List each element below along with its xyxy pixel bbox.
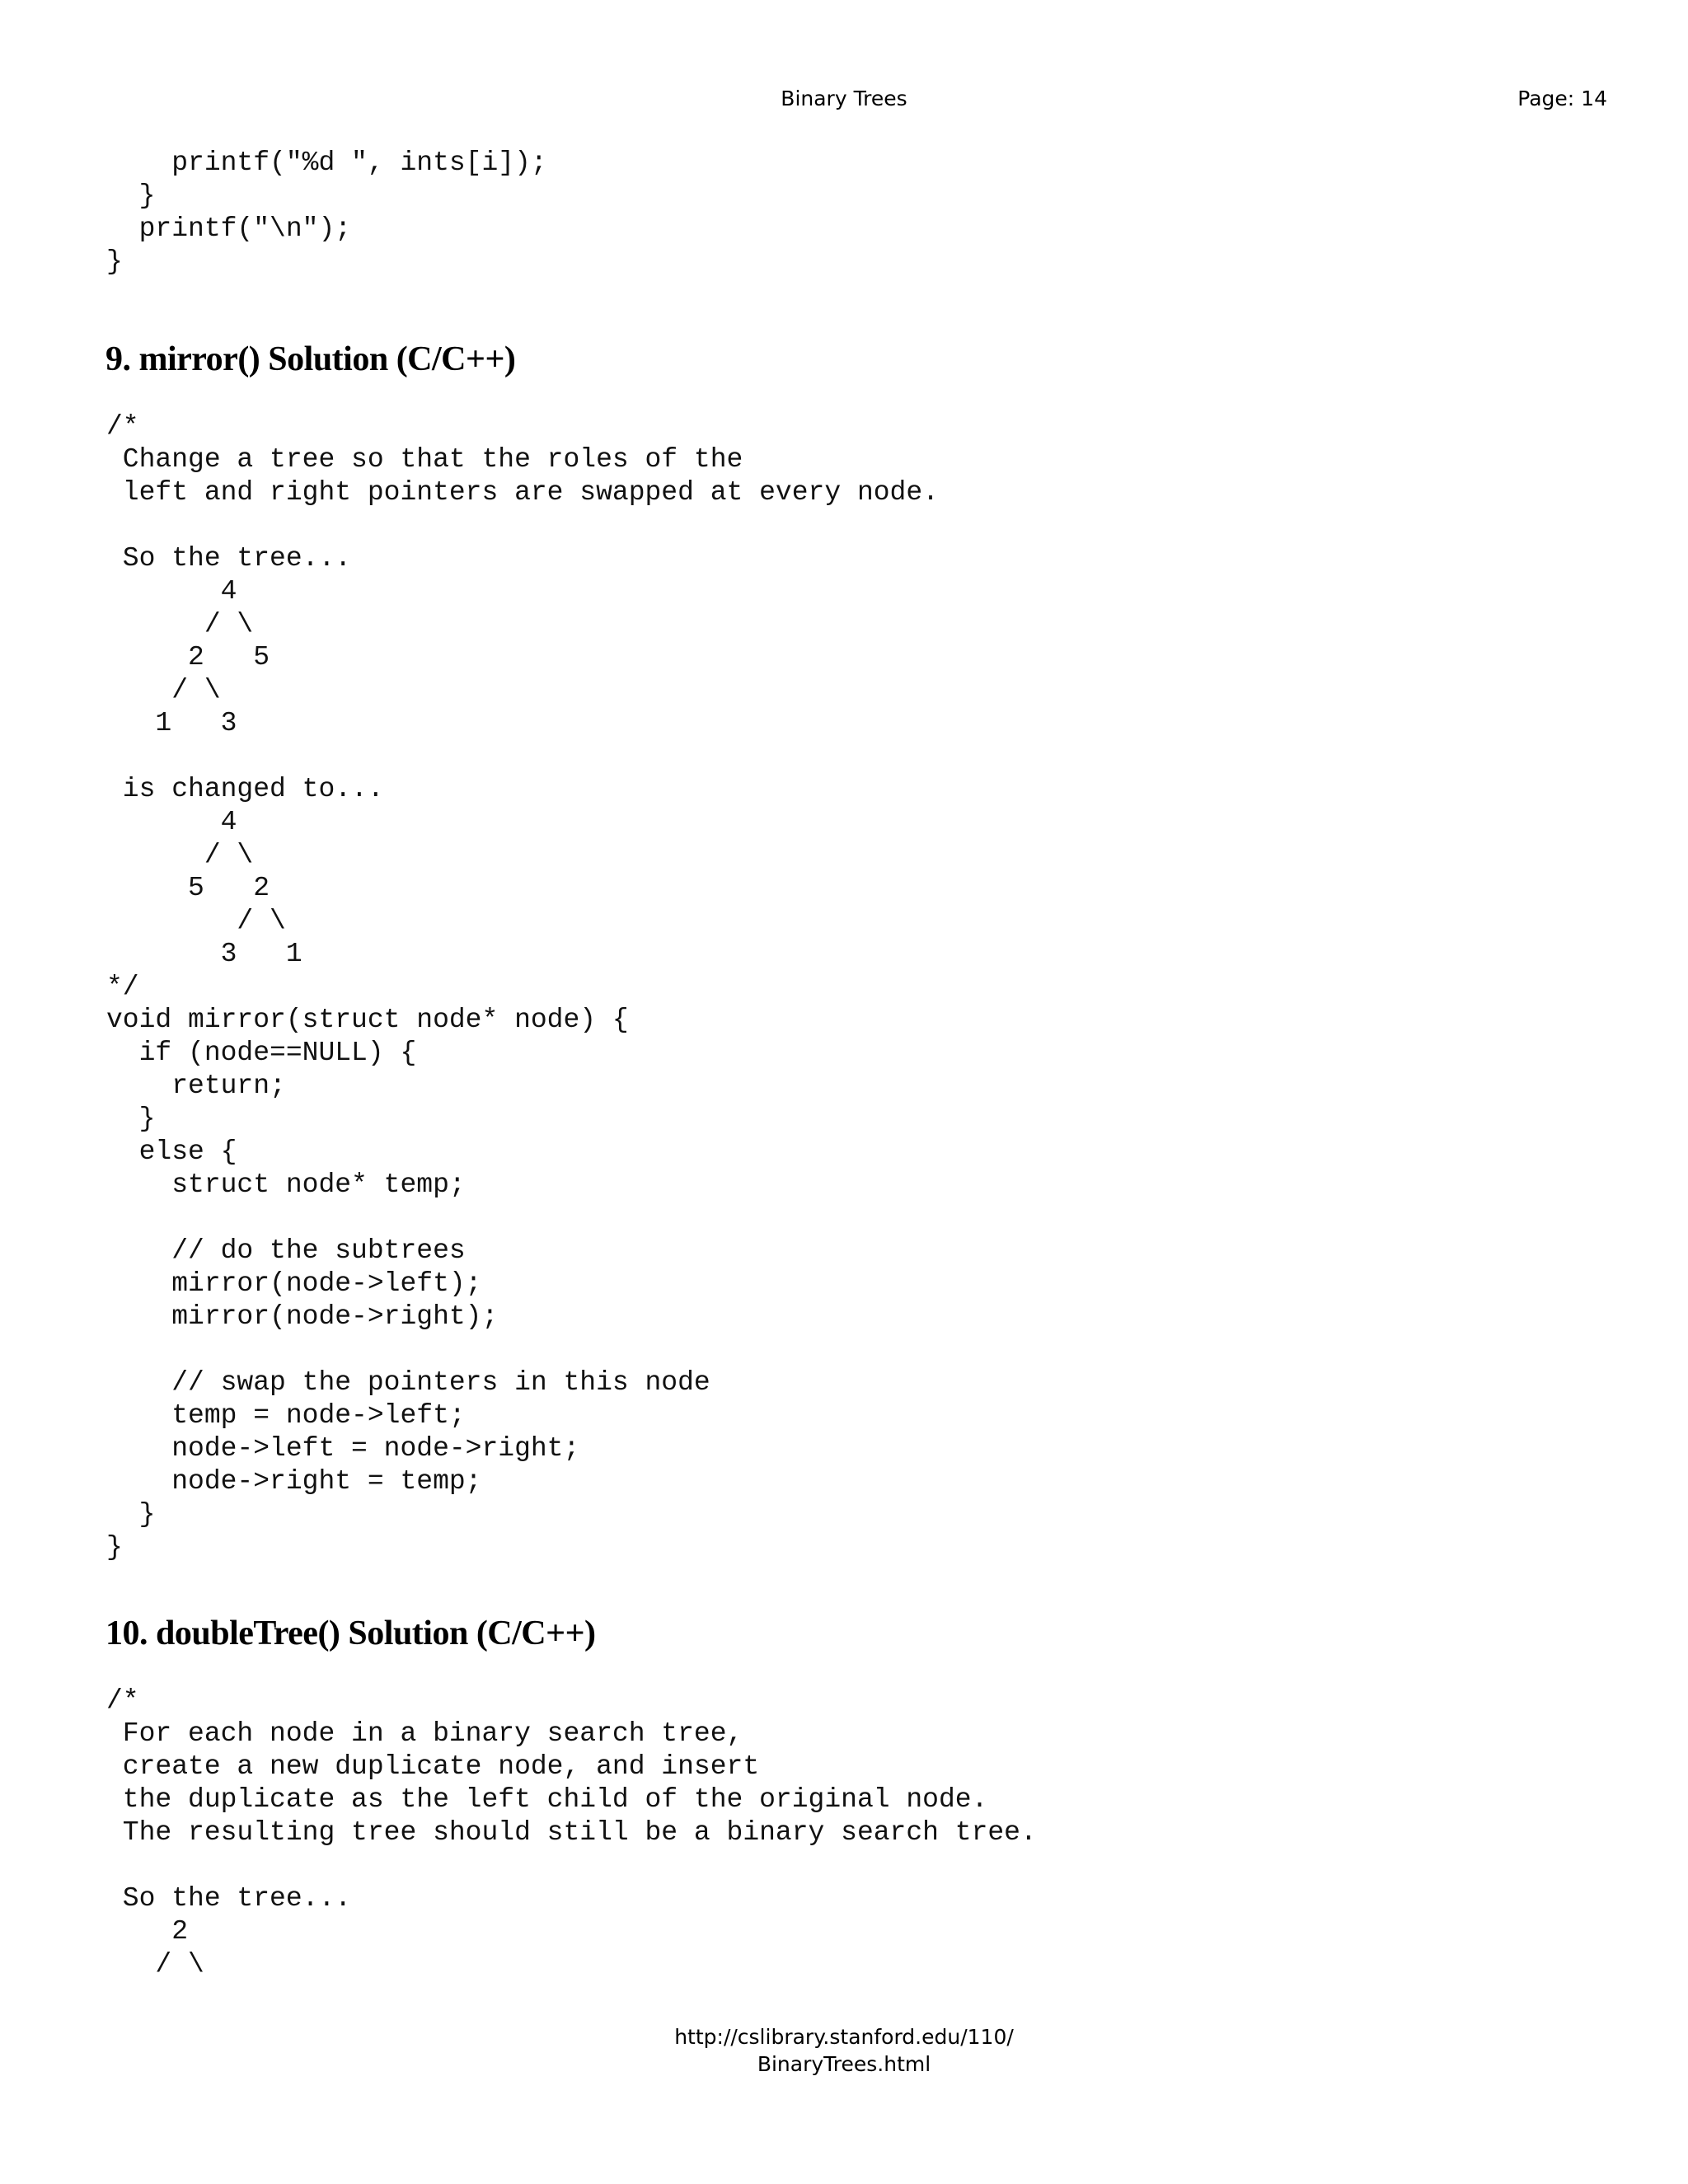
section-heading-doubletree: 10. doubleTree() Solution (C/C++)	[106, 1615, 596, 1652]
code-block-mirror: /* Change a tree so that the roles of the left and right pointers are swapped at every node. So the tree... 4 / \ 2 5 / \ 1 3 is changed to... 4 / \ 5 2 / \ 3 1 */ void mirror(struct node* node) { if (node==NULL) { return; } else { struct node* temp; // do the subtrees mirror(node->left); mirror(node->right); // swap the pointers in this node temp = node->left; node->left = node->right; node->right = temp; } }	[106, 411, 939, 1563]
page-number: Page: 14	[1517, 87, 1607, 110]
section-heading-mirror: 9. mirror() Solution (C/C++)	[106, 340, 516, 378]
footer-url-line2: BinaryTrees.html	[757, 2052, 931, 2076]
page-header-title: Binary Trees	[781, 87, 907, 110]
page-footer	[0, 2023, 1688, 2078]
code-block-doubletree: /* For each node in a binary search tree, create a new duplicate node, and insert the duplicate as the left child of the original node. The resulting tree should still be a binary search tree. So the tree... 2 / \	[106, 1685, 1037, 1980]
code-block-print-tail: printf("%d ", ints[i]); } printf("\n"); }	[106, 148, 547, 277]
footer-url-line1: http://cslibrary.stanford.edu/110/	[674, 2025, 1014, 2049]
